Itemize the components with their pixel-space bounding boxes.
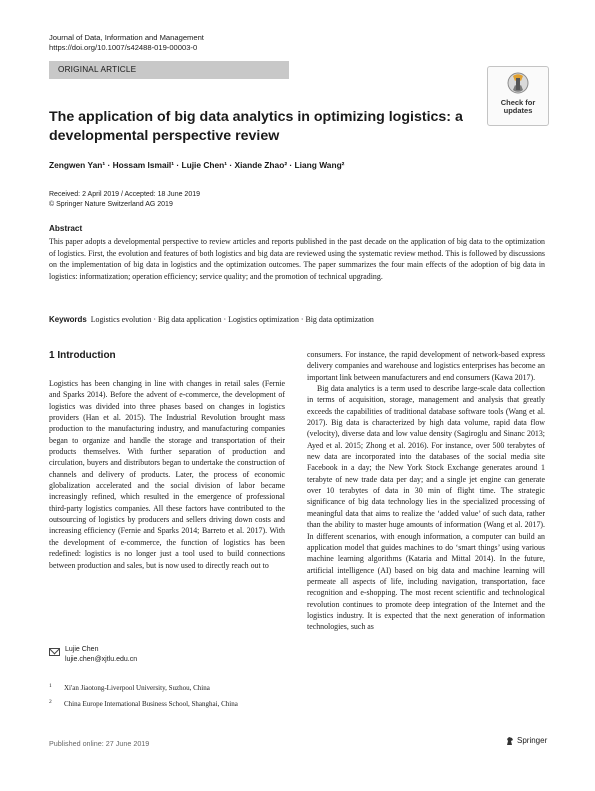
correspondence-email[interactable]: lujie.chen@xjtlu.edu.cn (65, 656, 138, 663)
check-for-updates-label: Check for updates (500, 98, 536, 115)
article-type-label: ORIGINAL ARTICLE (58, 65, 137, 74)
author-list: Zengwen Yan¹ · Hossam Ismail¹ · Lujie Chen¹ · Xiande Zhao² · Liang Wang² (49, 160, 345, 170)
abstract-text: This paper adopts a developmental perspective to review articles and reports published in the past decade on the application of big data to the optimization of logistics. First, the evolution and features of both logistics and big data are reviewed using the systematic review method. This is followed by discussions on the implementation of big data in logistics and the optimization outcomes. The paper summarizes the four main effects of the adoption of big data in logistics: informatization; operation efficiency; service quality; and the promotion of technical upgrading. (49, 237, 545, 281)
correspondence-name: Lujie Chen (65, 646, 99, 653)
paragraph: Big data analytics is a term used to describe large-scale data collection in terms of acquisition, storage, management and analysis that greatly exceeds the capabilities of traditional database software tools (Wang et al. 2017). Big data is characterized by high data volume, rapid data flow (velocity), diverse data and low value density (Sagiroglu and Sinanc 2013; Ayed et al. 2015; Zhong et al. 2016). For instance, over 500 terabytes of new data are incorporated into the databases of the social media site Facebook in a day; the New York Stock Exchange generates around 1 terabyte of new trade data per day; and a single jet engine can generate over 10 terabytes of data in 30 min of flight time. The strategic significance of big data technology lies in the specialized processing of meaningful data that aims to realize the ‘added value’ of such data, rather than the ability to master huge amounts of information (Wang et al. 2017). In different scenarios, with enough information, a computer can build an application model that guides machines to do ‘smart things’ using various machine learning algorithms (Kataria and Mittal 2014). In the future, artificial intelligence (AI) based on big data and machine learning will permeate all aspects of life, including navigation, transportation, face recognition and e-shopping. The most recent scientific and technological revolution continues to promote deep integration of the Internet and the logistics industry. It is expected that the next generation of information technologies, such as (307, 384, 545, 632)
keywords-text: Logistics evolution · Big data application · Logistics optimization · Big data optimization (90, 315, 374, 324)
check-for-updates-badge[interactable] (487, 66, 549, 126)
article-title: The application of big data analytics in optimizing logistics: a developmental perspective review (49, 109, 463, 144)
keywords-label: Keywords (49, 315, 87, 324)
body-column-right (307, 349, 545, 633)
paragraph: Logistics has been changing in line with changes in retail sales (Fernie and Sparks 2014). Before the advent of e-commerce, the development of logistics was divided into three phases based on changes in logistics providers (Han et al. 2015). The Industrial Revolution brought mass production to the manufacturing industry, and manufacturing companies began to organize and handle the storage and transportation of their products themselves. With further separation of production and circulation, buyers and distributors began to undertake the construction of channels and delivery of products. Later, the process of economic globalization accelerated and the social division of labor became increasingly refined, which resulted in the emergence of professional third-party logistics companies. All these factors have contributed to the outsourcing of logistics by producers and sellers driving down costs and increasing efficiency (Fernie and Sparks 2014; Barreto et al. 2017). With the development of e-commerce, the function of logistics has been redefined: logistics is no longer just a tool used to build connections between production and sales, but is now used to directly reach out to (49, 379, 285, 570)
section-heading-introduction: 1 Introduction (49, 350, 116, 361)
springer-logo: Springer (505, 736, 547, 746)
check-for-updates-icon (507, 72, 529, 96)
journal-name: Journal of Data, Information and Management (49, 33, 204, 42)
publication-dates (49, 190, 200, 210)
springer-horse-icon (505, 736, 515, 746)
keywords (49, 315, 545, 324)
abstract-heading: Abstract (49, 224, 83, 233)
received-accepted: Received: 2 April 2019 / Accepted: 18 June 2019 (49, 191, 200, 198)
paragraph: consumers. For instance, the rapid development of network-based express delivery companies and warehouse and logistics enterprises has become an important link between manufacturers and end consumers (Kawa 2017). (307, 350, 545, 382)
envelope-icon (49, 648, 60, 656)
doi-link[interactable]: https://doi.org/10.1007/s42488-019-00003-0 (49, 43, 198, 52)
article-type-banner (49, 61, 289, 79)
body-column-left (49, 378, 285, 571)
published-online: Published online: 27 June 2019 (49, 739, 150, 748)
journal-header (49, 33, 204, 53)
copyright-line: © Springer Nature Switzerland AG 2019 (49, 201, 173, 208)
